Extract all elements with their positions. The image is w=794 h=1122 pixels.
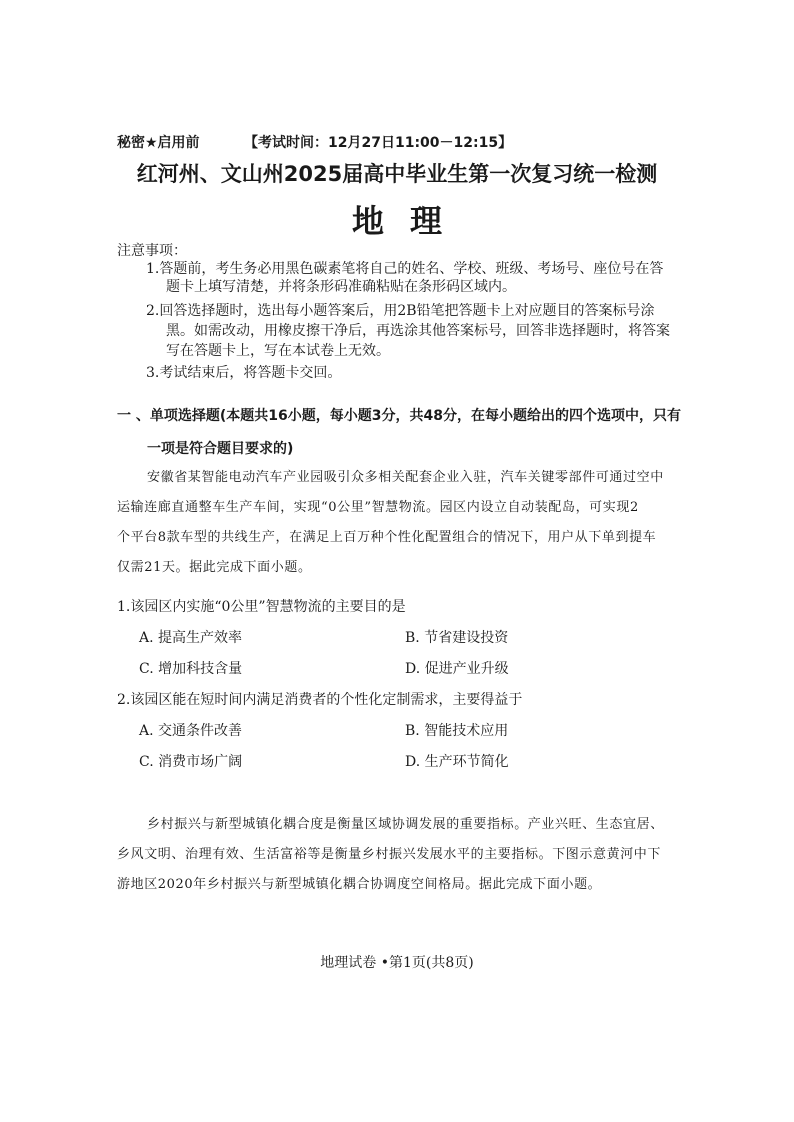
passage-line: 运输连廊直通整车生产车间，实现“0公里”智慧物流。园区内设立自动装配岛，可实现2	[117, 500, 639, 515]
passage-line: 个平台8款车型的共线生产，在满足上百万种个性化配置组合的情况下，用户从下单到提车	[117, 530, 657, 545]
passage-2	[117, 810, 677, 900]
passage-line: 安徽省某智能电动汽车产业园吸引众多相关配套企业入驻，汽车关键零部件可通过空中	[147, 470, 664, 485]
question-1-stem: 1.该园区内实施“0公里”智慧物流的主要目的是	[117, 599, 406, 615]
q2-option-a: A. 交通条件改善	[139, 723, 243, 739]
q1-option-b: B. 节省建设投资	[405, 630, 509, 646]
note-line: 题卡上填写清楚，并将条形码准确粘贴在条形码区域内。	[166, 279, 516, 295]
subject-title: 地理	[351, 202, 468, 240]
note-line: 黑。如需改动，用橡皮擦干净后，再选涂其他答案标号，回答非选择题时，将答案	[166, 323, 670, 339]
note-line: 1.答题前，考生务必用黑色碳素笔将自己的姓名、学校、班级、考场号、座位号在答	[146, 261, 664, 277]
note-line: 写在答题卡上，写在本试卷上无效。	[166, 343, 390, 359]
note-line: 2.回答选择题时，选出每小题答案后，用2B铅笔把答题卡上对应题目的答案标号涂	[146, 303, 655, 319]
q2-option-d: D. 生产环节简化	[405, 754, 509, 770]
section-heading: 一 、单项选择题(本题共16小题，每小题3分，共48分，在每小题给出的四个选项中，只有	[117, 408, 681, 424]
notes-heading: 注意事项：	[117, 243, 187, 259]
q2-option-b: B. 智能技术应用	[405, 723, 509, 739]
page-footer: 地理试卷 •第1页(共8页)	[320, 955, 474, 971]
q2-option-c: C. 消费市场广阔	[139, 754, 243, 770]
passage-1	[117, 463, 677, 583]
q1-option-a: A. 提高生产效率	[139, 630, 243, 646]
q1-option-d: D. 促进产业升级	[405, 661, 509, 677]
passage-line: 仅需21天。据此完成下面小题。	[117, 560, 312, 575]
note-line: 3.考试结束后，将答题卡交回。	[146, 365, 342, 381]
question-2-stem: 2.该园区能在短时间内满足消费者的个性化定制需求，主要得益于	[117, 692, 523, 708]
passage-line: 游地区2020年乡村振兴与新型城镇化耦合协调度空间格局。据此完成下面小题。	[117, 877, 602, 892]
q1-option-c: C. 增加科技含量	[139, 661, 243, 677]
exam-time: 【考试时间：12月27日11:00－12:15】	[244, 135, 513, 151]
passage-line: 乡村振兴与新型城镇化耦合度是衡量区域协调发展的重要指标。产业兴旺、生态宜居、	[147, 817, 664, 832]
section-heading-cont: 一项是符合题目要求的)	[147, 441, 294, 457]
exam-title: 红河州、文山州2025届高中毕业生第一次复习统一检测	[136, 162, 658, 186]
passage-line: 乡风文明、治理有效、生活富裕等是衡量乡村振兴发展水平的主要指标。下图示意黄河中下	[117, 847, 662, 862]
confidential-label: 秘密★启用前	[117, 135, 200, 151]
